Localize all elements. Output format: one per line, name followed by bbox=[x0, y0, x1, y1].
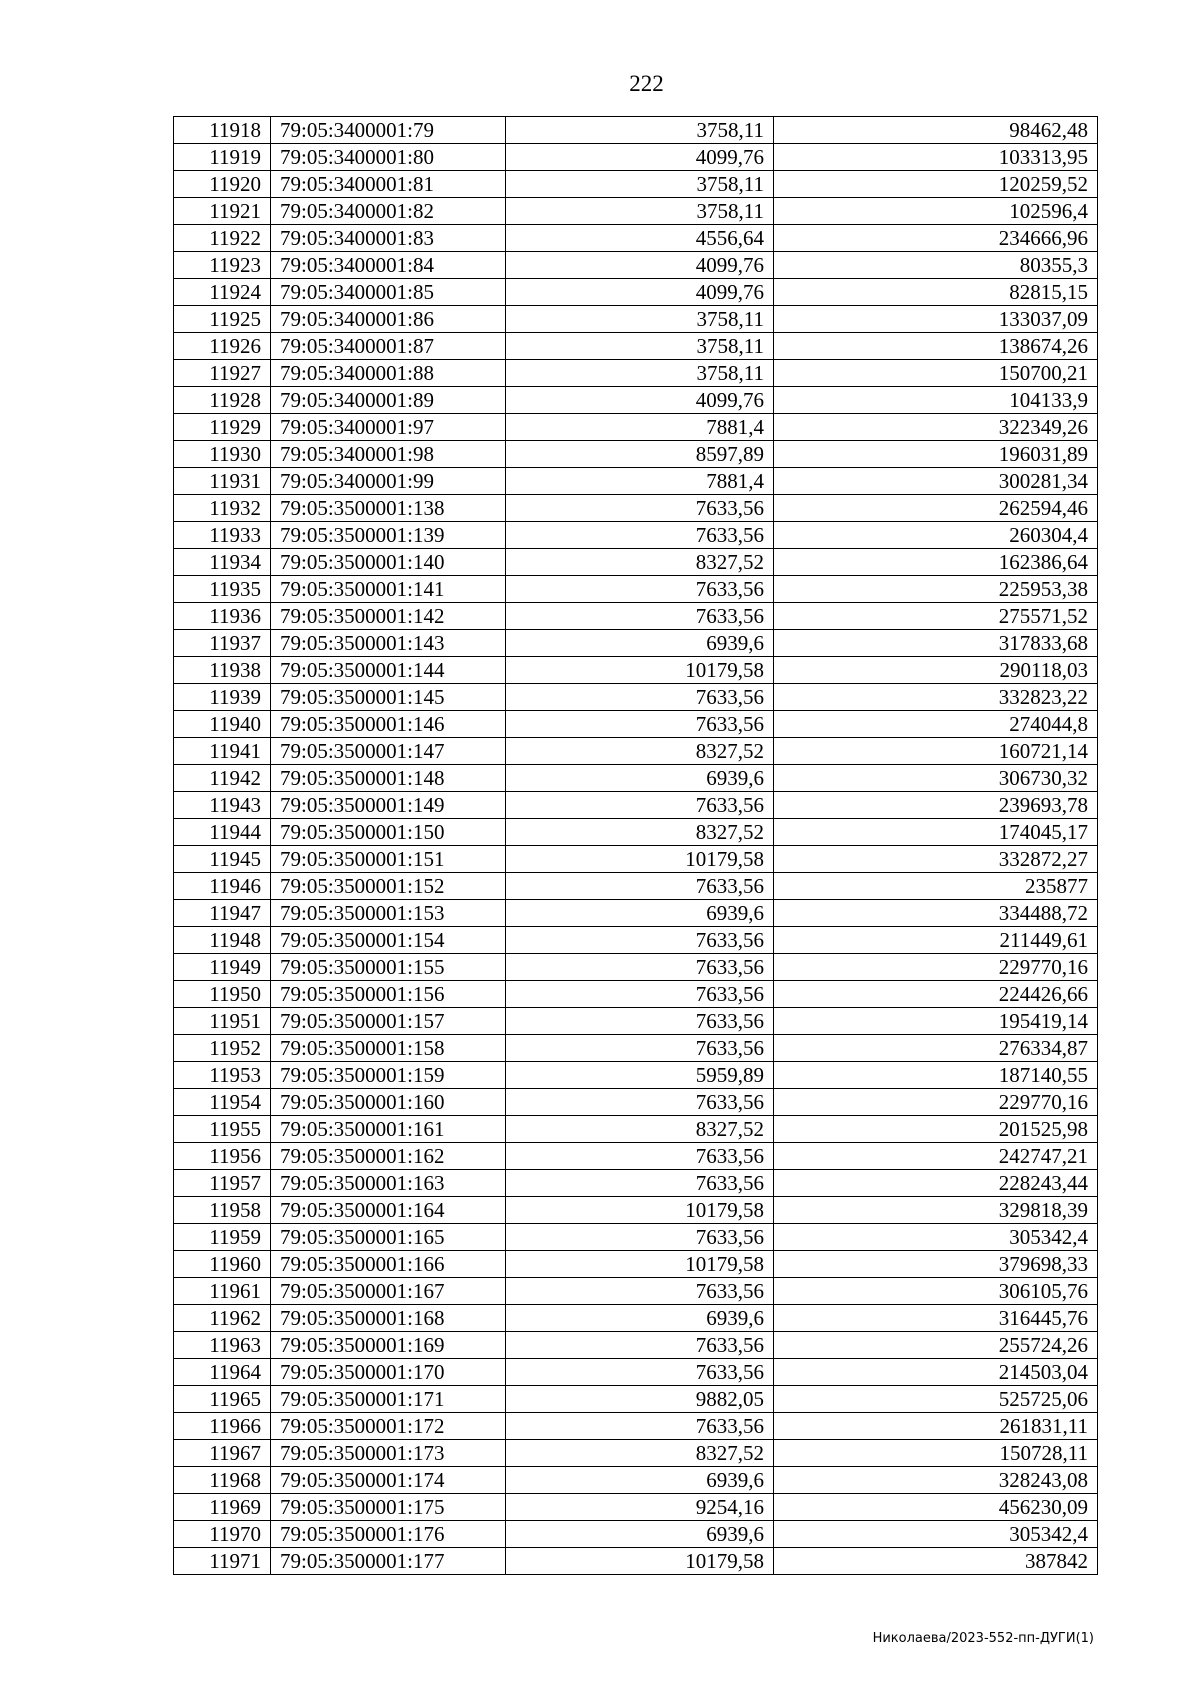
cadastral-number-cell: 79:05:3500001:174 bbox=[271, 1467, 506, 1494]
cadastral-number-cell: 79:05:3500001:146 bbox=[271, 711, 506, 738]
cadastral-number-cell: 79:05:3500001:145 bbox=[271, 684, 506, 711]
cadastral-number-cell: 79:05:3400001:85 bbox=[271, 279, 506, 306]
table-row bbox=[174, 468, 1098, 495]
value-a-cell: 7633,56 bbox=[506, 1089, 774, 1116]
row-number-cell: 11941 bbox=[174, 738, 271, 765]
value-b-cell: 133037,09 bbox=[774, 306, 1098, 333]
value-b-cell: 195419,14 bbox=[774, 1008, 1098, 1035]
page-number: 222 bbox=[629, 71, 664, 96]
row-number-cell: 11944 bbox=[174, 819, 271, 846]
value-b-cell: 150728,11 bbox=[774, 1440, 1098, 1467]
table-row bbox=[174, 252, 1098, 279]
row-number-cell: 11966 bbox=[174, 1413, 271, 1440]
cadastral-number-cell: 79:05:3400001:89 bbox=[271, 387, 506, 414]
cadastral-number-cell: 79:05:3400001:86 bbox=[271, 306, 506, 333]
table-row bbox=[174, 1251, 1098, 1278]
row-number-cell: 11945 bbox=[174, 846, 271, 873]
cadastral-number-cell: 79:05:3500001:166 bbox=[271, 1251, 506, 1278]
cadastral-number-cell: 79:05:3500001:142 bbox=[271, 603, 506, 630]
value-a-cell: 3758,11 bbox=[506, 306, 774, 333]
row-number-cell: 11953 bbox=[174, 1062, 271, 1089]
table-row bbox=[174, 630, 1098, 657]
value-a-cell: 4556,64 bbox=[506, 225, 774, 252]
table-row bbox=[174, 360, 1098, 387]
value-a-cell: 8327,52 bbox=[506, 819, 774, 846]
value-b-cell: 225953,38 bbox=[774, 576, 1098, 603]
table-row bbox=[174, 1035, 1098, 1062]
value-b-cell: 229770,16 bbox=[774, 954, 1098, 981]
value-a-cell: 7633,56 bbox=[506, 684, 774, 711]
table-row bbox=[174, 1440, 1098, 1467]
table-row bbox=[174, 522, 1098, 549]
value-a-cell: 6939,6 bbox=[506, 1467, 774, 1494]
table-row bbox=[174, 1143, 1098, 1170]
cadastral-number-cell: 79:05:3400001:99 bbox=[271, 468, 506, 495]
row-number-cell: 11931 bbox=[174, 468, 271, 495]
row-number-cell: 11928 bbox=[174, 387, 271, 414]
value-b-cell: 274044,8 bbox=[774, 711, 1098, 738]
value-a-cell: 8327,52 bbox=[506, 549, 774, 576]
cadastral-number-cell: 79:05:3500001:147 bbox=[271, 738, 506, 765]
table-row bbox=[174, 657, 1098, 684]
value-a-cell: 4099,76 bbox=[506, 387, 774, 414]
value-a-cell: 7633,56 bbox=[506, 1008, 774, 1035]
row-number-cell: 11921 bbox=[174, 198, 271, 225]
value-a-cell: 3758,11 bbox=[506, 171, 774, 198]
cadastral-number-cell: 79:05:3500001:152 bbox=[271, 873, 506, 900]
row-number-cell: 11947 bbox=[174, 900, 271, 927]
value-b-cell: 276334,87 bbox=[774, 1035, 1098, 1062]
value-b-cell: 229770,16 bbox=[774, 1089, 1098, 1116]
value-a-cell: 3758,11 bbox=[506, 117, 774, 144]
value-a-cell: 7633,56 bbox=[506, 792, 774, 819]
row-number-cell: 11936 bbox=[174, 603, 271, 630]
cadastral-number-cell: 79:05:3500001:144 bbox=[271, 657, 506, 684]
table-row bbox=[174, 603, 1098, 630]
value-a-cell: 9254,16 bbox=[506, 1494, 774, 1521]
row-number-cell: 11955 bbox=[174, 1116, 271, 1143]
value-b-cell: 379698,33 bbox=[774, 1251, 1098, 1278]
cadastral-number-cell: 79:05:3500001:162 bbox=[271, 1143, 506, 1170]
table-row bbox=[174, 387, 1098, 414]
row-number-cell: 11926 bbox=[174, 333, 271, 360]
table-row bbox=[174, 1359, 1098, 1386]
value-b-cell: 242747,21 bbox=[774, 1143, 1098, 1170]
table-row bbox=[174, 279, 1098, 306]
table-row bbox=[174, 1386, 1098, 1413]
row-number-cell: 11957 bbox=[174, 1170, 271, 1197]
table-row bbox=[174, 900, 1098, 927]
row-number-cell: 11923 bbox=[174, 252, 271, 279]
value-b-cell: 201525,98 bbox=[774, 1116, 1098, 1143]
cadastral-number-cell: 79:05:3500001:161 bbox=[271, 1116, 506, 1143]
value-a-cell: 10179,58 bbox=[506, 657, 774, 684]
row-number-cell: 11971 bbox=[174, 1548, 271, 1575]
value-a-cell: 7881,4 bbox=[506, 414, 774, 441]
value-a-cell: 8327,52 bbox=[506, 1116, 774, 1143]
row-number-cell: 11946 bbox=[174, 873, 271, 900]
row-number-cell: 11935 bbox=[174, 576, 271, 603]
table-row bbox=[174, 495, 1098, 522]
cadastral-number-cell: 79:05:3500001:169 bbox=[271, 1332, 506, 1359]
row-number-cell: 11967 bbox=[174, 1440, 271, 1467]
table-row bbox=[174, 171, 1098, 198]
cadastral-number-cell: 79:05:3500001:160 bbox=[271, 1089, 506, 1116]
value-a-cell: 4099,76 bbox=[506, 279, 774, 306]
value-a-cell: 10179,58 bbox=[506, 846, 774, 873]
row-number-cell: 11949 bbox=[174, 954, 271, 981]
value-a-cell: 7633,56 bbox=[506, 1359, 774, 1386]
value-b-cell: 104133,9 bbox=[774, 387, 1098, 414]
table-row bbox=[174, 1197, 1098, 1224]
value-b-cell: 275571,52 bbox=[774, 603, 1098, 630]
value-a-cell: 10179,58 bbox=[506, 1197, 774, 1224]
value-a-cell: 7633,56 bbox=[506, 576, 774, 603]
row-number-cell: 11929 bbox=[174, 414, 271, 441]
value-b-cell: 187140,55 bbox=[774, 1062, 1098, 1089]
value-a-cell: 6939,6 bbox=[506, 900, 774, 927]
row-number-cell: 11919 bbox=[174, 144, 271, 171]
cadastral-number-cell: 79:05:3500001:177 bbox=[271, 1548, 506, 1575]
value-b-cell: 305342,4 bbox=[774, 1521, 1098, 1548]
value-b-cell: 103313,95 bbox=[774, 144, 1098, 171]
value-a-cell: 3758,11 bbox=[506, 198, 774, 225]
row-number-cell: 11964 bbox=[174, 1359, 271, 1386]
value-a-cell: 9882,05 bbox=[506, 1386, 774, 1413]
value-b-cell: 102596,4 bbox=[774, 198, 1098, 225]
cadastral-number-cell: 79:05:3500001:151 bbox=[271, 846, 506, 873]
value-b-cell: 98462,48 bbox=[774, 117, 1098, 144]
row-number-cell: 11970 bbox=[174, 1521, 271, 1548]
cadastral-number-cell: 79:05:3500001:156 bbox=[271, 981, 506, 1008]
value-a-cell: 10179,58 bbox=[506, 1251, 774, 1278]
cadastral-number-cell: 79:05:3400001:88 bbox=[271, 360, 506, 387]
row-number-cell: 11918 bbox=[174, 117, 271, 144]
cadastral-number-cell: 79:05:3500001:173 bbox=[271, 1440, 506, 1467]
cadastral-number-cell: 79:05:3500001:148 bbox=[271, 765, 506, 792]
value-a-cell: 6939,6 bbox=[506, 765, 774, 792]
value-b-cell: 120259,52 bbox=[774, 171, 1098, 198]
document-footer: Николаева/2023-552-пп-ДУГИ(1) bbox=[872, 1631, 1094, 1646]
row-number-cell: 11965 bbox=[174, 1386, 271, 1413]
value-a-cell: 5959,89 bbox=[506, 1062, 774, 1089]
value-b-cell: 260304,4 bbox=[774, 522, 1098, 549]
cadastral-number-cell: 79:05:3400001:83 bbox=[271, 225, 506, 252]
table-row bbox=[174, 441, 1098, 468]
cadastral-number-cell: 79:05:3500001:154 bbox=[271, 927, 506, 954]
value-b-cell: 329818,39 bbox=[774, 1197, 1098, 1224]
table-row bbox=[174, 873, 1098, 900]
table-row bbox=[174, 1278, 1098, 1305]
value-a-cell: 7633,56 bbox=[506, 927, 774, 954]
cadastral-number-cell: 79:05:3400001:80 bbox=[271, 144, 506, 171]
value-b-cell: 317833,68 bbox=[774, 630, 1098, 657]
value-a-cell: 3758,11 bbox=[506, 360, 774, 387]
row-number-cell: 11958 bbox=[174, 1197, 271, 1224]
value-b-cell: 332872,27 bbox=[774, 846, 1098, 873]
table-row bbox=[174, 333, 1098, 360]
cadastral-number-cell: 79:05:3500001:172 bbox=[271, 1413, 506, 1440]
table-row bbox=[174, 1494, 1098, 1521]
value-a-cell: 7633,56 bbox=[506, 981, 774, 1008]
cadastral-number-cell: 79:05:3500001:141 bbox=[271, 576, 506, 603]
row-number-cell: 11960 bbox=[174, 1251, 271, 1278]
value-b-cell: 160721,14 bbox=[774, 738, 1098, 765]
value-b-cell: 525725,06 bbox=[774, 1386, 1098, 1413]
value-a-cell: 10179,58 bbox=[506, 1548, 774, 1575]
value-a-cell: 8597,89 bbox=[506, 441, 774, 468]
value-b-cell: 235877 bbox=[774, 873, 1098, 900]
value-b-cell: 300281,34 bbox=[774, 468, 1098, 495]
value-b-cell: 162386,64 bbox=[774, 549, 1098, 576]
table-row bbox=[174, 576, 1098, 603]
table-row bbox=[174, 846, 1098, 873]
value-b-cell: 214503,04 bbox=[774, 1359, 1098, 1386]
table-row bbox=[174, 1548, 1098, 1575]
row-number-cell: 11925 bbox=[174, 306, 271, 333]
value-a-cell: 7633,56 bbox=[506, 954, 774, 981]
cadastral-number-cell: 79:05:3500001:138 bbox=[271, 495, 506, 522]
table-row bbox=[174, 1089, 1098, 1116]
value-b-cell: 82815,15 bbox=[774, 279, 1098, 306]
cadastral-number-cell: 79:05:3500001:175 bbox=[271, 1494, 506, 1521]
table-row bbox=[174, 738, 1098, 765]
value-b-cell: 150700,21 bbox=[774, 360, 1098, 387]
value-b-cell: 255724,26 bbox=[774, 1332, 1098, 1359]
value-b-cell: 239693,78 bbox=[774, 792, 1098, 819]
row-number-cell: 11969 bbox=[174, 1494, 271, 1521]
table-row bbox=[174, 819, 1098, 846]
row-number-cell: 11951 bbox=[174, 1008, 271, 1035]
row-number-cell: 11933 bbox=[174, 522, 271, 549]
cadastral-number-cell: 79:05:3500001:171 bbox=[271, 1386, 506, 1413]
value-b-cell: 234666,96 bbox=[774, 225, 1098, 252]
cadastral-number-cell: 79:05:3500001:149 bbox=[271, 792, 506, 819]
cadastral-number-cell: 79:05:3500001:163 bbox=[271, 1170, 506, 1197]
table-row bbox=[174, 954, 1098, 981]
row-number-cell: 11937 bbox=[174, 630, 271, 657]
value-b-cell: 456230,09 bbox=[774, 1494, 1098, 1521]
cadastral-number-cell: 79:05:3400001:79 bbox=[271, 117, 506, 144]
cadastral-number-cell: 79:05:3500001:155 bbox=[271, 954, 506, 981]
value-b-cell: 174045,17 bbox=[774, 819, 1098, 846]
row-number-cell: 11948 bbox=[174, 927, 271, 954]
table-row bbox=[174, 711, 1098, 738]
row-number-cell: 11956 bbox=[174, 1143, 271, 1170]
row-number-cell: 11938 bbox=[174, 657, 271, 684]
value-a-cell: 7633,56 bbox=[506, 495, 774, 522]
table-row bbox=[174, 306, 1098, 333]
value-b-cell: 305342,4 bbox=[774, 1224, 1098, 1251]
row-number-cell: 11963 bbox=[174, 1332, 271, 1359]
cadastral-number-cell: 79:05:3400001:81 bbox=[271, 171, 506, 198]
cadastral-number-cell: 79:05:3500001:168 bbox=[271, 1305, 506, 1332]
value-a-cell: 7633,56 bbox=[506, 1413, 774, 1440]
value-a-cell: 7633,56 bbox=[506, 711, 774, 738]
row-number-cell: 11954 bbox=[174, 1089, 271, 1116]
cadastral-number-cell: 79:05:3500001:176 bbox=[271, 1521, 506, 1548]
table-row bbox=[174, 1224, 1098, 1251]
cadastral-number-cell: 79:05:3500001:167 bbox=[271, 1278, 506, 1305]
table-row bbox=[174, 414, 1098, 441]
cadastral-number-cell: 79:05:3500001:165 bbox=[271, 1224, 506, 1251]
value-a-cell: 7633,56 bbox=[506, 1332, 774, 1359]
row-number-cell: 11943 bbox=[174, 792, 271, 819]
table-row bbox=[174, 1062, 1098, 1089]
cadastral-number-cell: 79:05:3500001:140 bbox=[271, 549, 506, 576]
cadastral-number-cell: 79:05:3400001:84 bbox=[271, 252, 506, 279]
cadastral-number-cell: 79:05:3500001:159 bbox=[271, 1062, 506, 1089]
row-number-cell: 11959 bbox=[174, 1224, 271, 1251]
cadastral-number-cell: 79:05:3500001:143 bbox=[271, 630, 506, 657]
table-row bbox=[174, 117, 1098, 144]
row-number-cell: 11962 bbox=[174, 1305, 271, 1332]
value-a-cell: 7633,56 bbox=[506, 1278, 774, 1305]
table-row bbox=[174, 549, 1098, 576]
table-row bbox=[174, 684, 1098, 711]
data-table bbox=[173, 116, 1098, 1575]
table-row bbox=[174, 1305, 1098, 1332]
cadastral-number-cell: 79:05:3500001:164 bbox=[271, 1197, 506, 1224]
table-row bbox=[174, 1521, 1098, 1548]
cadastral-number-cell: 79:05:3500001:153 bbox=[271, 900, 506, 927]
cadastral-number-cell: 79:05:3500001:158 bbox=[271, 1035, 506, 1062]
table-row bbox=[174, 981, 1098, 1008]
row-number-cell: 11932 bbox=[174, 495, 271, 522]
table-row bbox=[174, 1332, 1098, 1359]
value-a-cell: 7633,56 bbox=[506, 603, 774, 630]
value-a-cell: 7633,56 bbox=[506, 522, 774, 549]
value-a-cell: 7881,4 bbox=[506, 468, 774, 495]
value-a-cell: 8327,52 bbox=[506, 738, 774, 765]
table-body bbox=[174, 117, 1098, 1575]
value-b-cell: 332823,22 bbox=[774, 684, 1098, 711]
row-number-cell: 11920 bbox=[174, 171, 271, 198]
cadastral-number-cell: 79:05:3400001:97 bbox=[271, 414, 506, 441]
value-a-cell: 7633,56 bbox=[506, 1035, 774, 1062]
row-number-cell: 11924 bbox=[174, 279, 271, 306]
value-a-cell: 6939,6 bbox=[506, 1521, 774, 1548]
value-b-cell: 224426,66 bbox=[774, 981, 1098, 1008]
value-a-cell: 4099,76 bbox=[506, 252, 774, 279]
value-b-cell: 306105,76 bbox=[774, 1278, 1098, 1305]
row-number-cell: 11934 bbox=[174, 549, 271, 576]
value-b-cell: 316445,76 bbox=[774, 1305, 1098, 1332]
value-b-cell: 261831,11 bbox=[774, 1413, 1098, 1440]
value-a-cell: 7633,56 bbox=[506, 873, 774, 900]
value-a-cell: 8327,52 bbox=[506, 1440, 774, 1467]
row-number-cell: 11950 bbox=[174, 981, 271, 1008]
table-row bbox=[174, 1413, 1098, 1440]
value-b-cell: 322349,26 bbox=[774, 414, 1098, 441]
table-row bbox=[174, 1170, 1098, 1197]
value-a-cell: 7633,56 bbox=[506, 1170, 774, 1197]
cadastral-number-cell: 79:05:3400001:98 bbox=[271, 441, 506, 468]
value-a-cell: 7633,56 bbox=[506, 1224, 774, 1251]
row-number-cell: 11939 bbox=[174, 684, 271, 711]
table-row bbox=[174, 1116, 1098, 1143]
table-row bbox=[174, 198, 1098, 225]
value-b-cell: 138674,26 bbox=[774, 333, 1098, 360]
cadastral-number-cell: 79:05:3500001:170 bbox=[271, 1359, 506, 1386]
row-number-cell: 11940 bbox=[174, 711, 271, 738]
table-row bbox=[174, 927, 1098, 954]
cadastral-number-cell: 79:05:3500001:157 bbox=[271, 1008, 506, 1035]
value-b-cell: 290118,03 bbox=[774, 657, 1098, 684]
value-a-cell: 7633,56 bbox=[506, 1143, 774, 1170]
row-number-cell: 11952 bbox=[174, 1035, 271, 1062]
table-row bbox=[174, 765, 1098, 792]
row-number-cell: 11968 bbox=[174, 1467, 271, 1494]
value-b-cell: 262594,46 bbox=[774, 495, 1098, 522]
value-a-cell: 4099,76 bbox=[506, 144, 774, 171]
value-b-cell: 228243,44 bbox=[774, 1170, 1098, 1197]
row-number-cell: 11930 bbox=[174, 441, 271, 468]
value-a-cell: 6939,6 bbox=[506, 630, 774, 657]
table-row bbox=[174, 1008, 1098, 1035]
table-row bbox=[174, 144, 1098, 171]
value-b-cell: 211449,61 bbox=[774, 927, 1098, 954]
row-number-cell: 11922 bbox=[174, 225, 271, 252]
value-a-cell: 3758,11 bbox=[506, 333, 774, 360]
row-number-cell: 11927 bbox=[174, 360, 271, 387]
value-b-cell: 80355,3 bbox=[774, 252, 1098, 279]
table-row bbox=[174, 1467, 1098, 1494]
table-row bbox=[174, 792, 1098, 819]
cadastral-number-cell: 79:05:3400001:87 bbox=[271, 333, 506, 360]
row-number-cell: 11961 bbox=[174, 1278, 271, 1305]
value-b-cell: 334488,72 bbox=[774, 900, 1098, 927]
value-b-cell: 387842 bbox=[774, 1548, 1098, 1575]
value-b-cell: 328243,08 bbox=[774, 1467, 1098, 1494]
value-a-cell: 6939,6 bbox=[506, 1305, 774, 1332]
table-row bbox=[174, 225, 1098, 252]
cadastral-number-cell: 79:05:3500001:150 bbox=[271, 819, 506, 846]
value-b-cell: 306730,32 bbox=[774, 765, 1098, 792]
value-b-cell: 196031,89 bbox=[774, 441, 1098, 468]
row-number-cell: 11942 bbox=[174, 765, 271, 792]
cadastral-number-cell: 79:05:3400001:82 bbox=[271, 198, 506, 225]
cadastral-number-cell: 79:05:3500001:139 bbox=[271, 522, 506, 549]
